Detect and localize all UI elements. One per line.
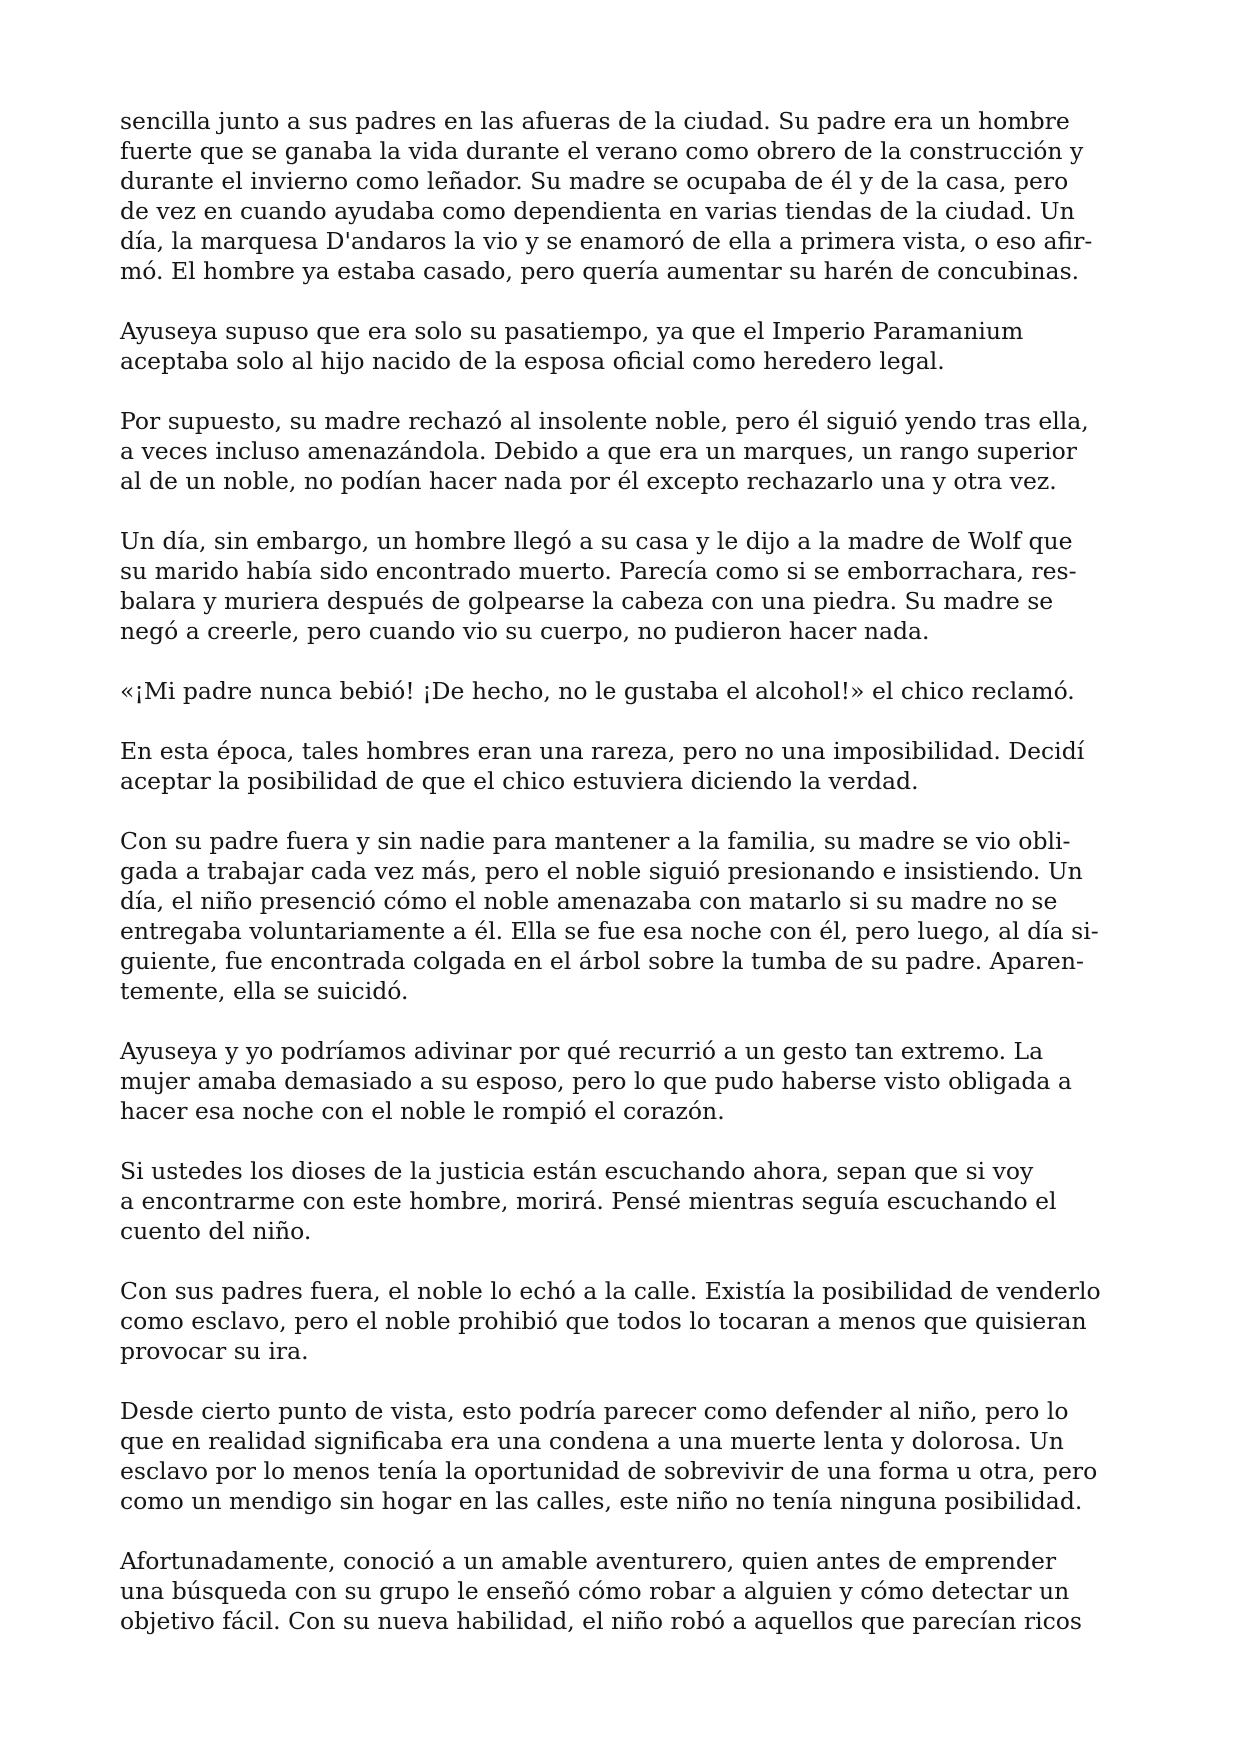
paragraph-10: Con sus padres fuera, el noble lo echó a la calle. Existía la posibilidad de venderlo como esclavo, pero el noble prohibió que todos lo tocaran a menos que quisieran provocar su ira. [120, 1277, 1101, 1365]
paragraph-11: Desde cierto punto de vista, esto podría parecer como defender al niño, pero lo que en realidad significaba era una condena a una muerte lenta y dolorosa. Un esclavo por lo menos tenía la oportunidad de sobrevivir de una forma u otra, pero como un mendigo sin hogar en las calles, este niño no tenía ninguna posibilidad. [120, 1397, 1098, 1515]
paragraph-12: Afortunadamente, conoció a un amable aventurero, quien antes de emprender una búsqueda con su grupo le enseñó cómo robar a alguien y cómo detectar un objetivo fácil. Con su nueva habilidad, el niño robó a aquellos que parecían ricos [120, 1547, 1082, 1635]
paragraph-2: Ayuseya supuso que era solo su pasatiempo, ya que el Imperio Paramanium aceptaba solo al hijo nacido de la esposa oficial como heredero legal. [120, 317, 1024, 375]
paragraph-1: sencilla junto a sus padres en las afueras de la ciudad. Su padre era un hombre fuerte que se ganaba la vida durante el verano como obrero de la construcción y durante el invierno como leñador. Su madre se ocupaba de él y de la casa, pero de vez en cuando ayudaba como dependienta en varias tiendas de la ciudad. Un día, la marquesa D'andaros la vio y se enamoró de ella a primera vista, o eso afir- mó. El hombre ya estaba casado, pero quería aumentar su harén de concubinas. [120, 107, 1093, 285]
paragraph-9: Si ustedes los dioses de la justicia están escuchando ahora, sepan que si voy a encontrarme con este hombre, morirá. Pensé mientras seguía escuchando el cuento del niño. [120, 1157, 1057, 1245]
paragraph-3: Por supuesto, su madre rechazó al insolente noble, pero él siguió yendo tras ella, a veces incluso amenazándola. Debido a que era un marques, un rango superior al de un noble, no podían hacer nada por él excepto rechazarlo una y otra vez. [120, 407, 1089, 495]
paragraph-4: Un día, sin embargo, un hombre llegó a su casa y le dijo a la madre de Wolf que su marido había sido encontrado muerto. Parecía como si se emborrachara, res- balara y muriera después de golpearse la cabeza con una piedra. Su madre se negó a creerle, pero cuando vio su cuerpo, no pudieron hacer nada. [120, 527, 1077, 645]
body-text [120, 106, 1125, 1636]
paragraph-5: «¡Mi padre nunca bebió! ¡De hecho, no le gustaba el alcohol!» el chico reclamó. [120, 677, 1075, 705]
paragraph-8: Ayuseya y yo podríamos adivinar por qué recurrió a un gesto tan extremo. La mujer amaba demasiado a su esposo, pero lo que pudo haberse visto obligada a hacer esa noche con el noble le rompió el corazón. [120, 1037, 1072, 1125]
paragraph-7: Con su padre fuera y sin nadie para mantener a la familia, su madre se vio obli- gada a trabajar cada vez más, pero el noble siguió presionando e insistiendo. Un día, el niño presenció cómo el noble amenazaba con matarlo si su madre no se entregaba voluntariamente a él. Ella se fue esa noche con él, pero luego, al día si- guiente, fue encontrada colgada en el árbol sobre la tumba de su padre. Aparen- temente, ella se suicidó. [120, 827, 1099, 1005]
paragraph-6: En esta época, tales hombres eran una rareza, pero no una imposibilidad. Decidí aceptar la posibilidad de que el chico estuviera diciendo la verdad. [120, 737, 1085, 795]
